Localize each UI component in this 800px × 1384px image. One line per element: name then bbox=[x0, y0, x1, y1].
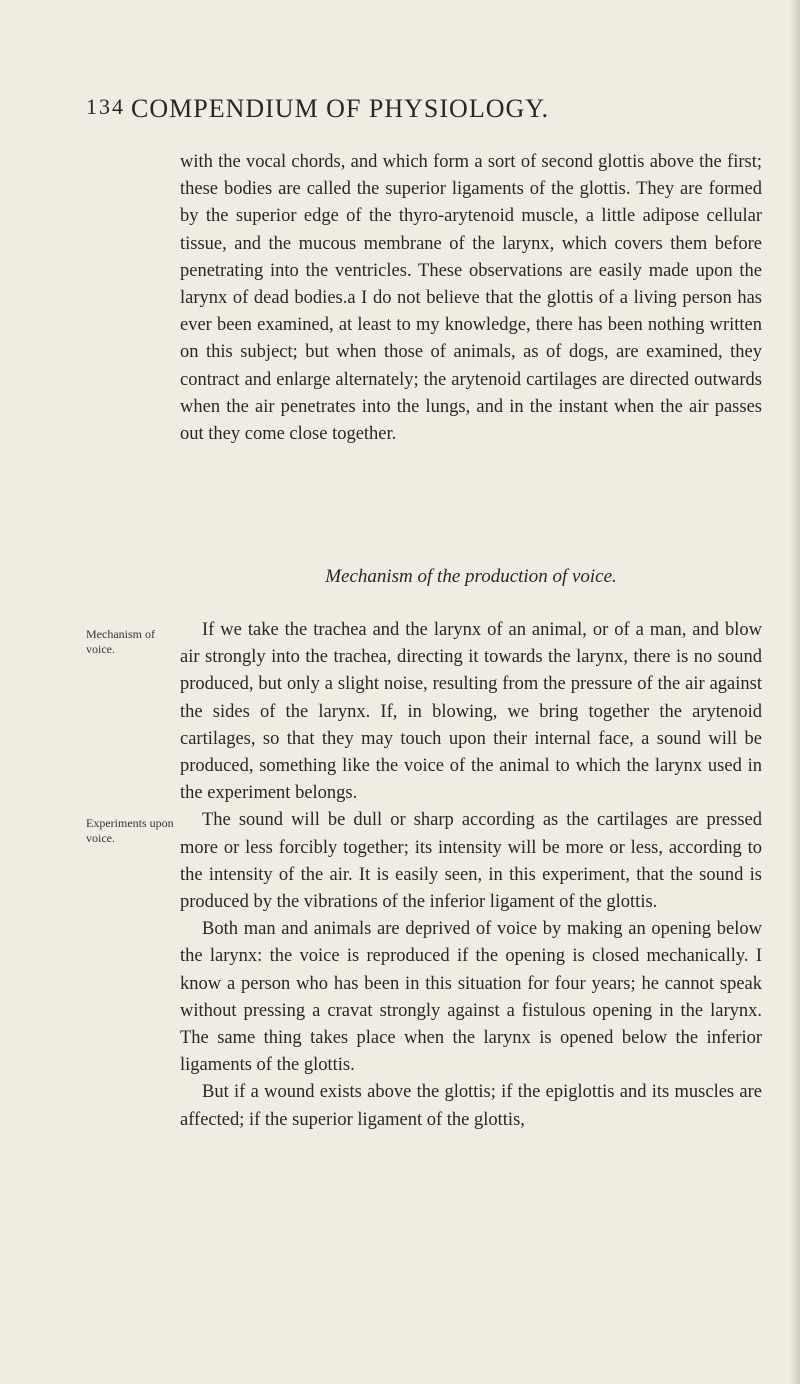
section-heading: Mechanism of the production of voice. bbox=[325, 566, 617, 587]
section-body bbox=[180, 617, 762, 1134]
page-edge-shadow bbox=[790, 0, 800, 1384]
opening-paragraph-block bbox=[180, 149, 762, 448]
paragraph: Both man and animals are deprived of voice by making an opening below the larynx: the voice is reproduced if the opening is closed mechanically. I know a person who has been in this situation for four years; he cannot speak without pressing a cravat strongly against a fistulous opening in the larynx. The same thing takes place when the larynx is opened below the inferior ligaments of the glottis. bbox=[180, 919, 762, 1076]
paragraph: But if a wound exists above the glottis; if the epiglottis and its muscles are affected; if the superior ligament of the glottis, bbox=[180, 1082, 762, 1130]
paragraph: If we take the trachea and the larynx of an animal, or of a man, and blow air strongly into the trachea, directing it towards the larynx, there is no sound produced, but only a slight noise, resulting from the pressure of the air against the sides of the larynx. If, in blowing, we bring together the arytenoid cartilages, so that they may touch upon their internal face, a sound will be produced, something like the voice of the animal to which the larynx used in the experiment belongs. bbox=[180, 620, 762, 804]
paragraph: The sound will be dull or sharp according as the cartilages are pressed more or less forcibly together; its intensity will be more or less, according to the intensity of the air. It is easily seen, in this experiment, that the sound is produced by the vibrations of the inferior ligament of the glottis. bbox=[180, 810, 762, 913]
page-header bbox=[86, 94, 726, 130]
paragraph: with the vocal chords, and which form a sort of second glottis above the first; these bodies are called the superior ligaments of the glottis. They are formed by the superior edge of the thyro-arytenoid muscle, a little adipose cellular tissue, and the mucous membrane of the larynx, which covers them before penetrating into the ventricles. These observations are easily made upon the larynx of dead bodies.a I do not believe that the glottis of a living person has ever been examined, at least to my knowledge, there has been nothing written on this subject; but when those of animals, as of dogs, are examined, they contract and enlarge alternately; the arytenoid cartilages are directed outwards when the air penetrates into the lungs, and in the instant when the air passes out they come close together. bbox=[180, 152, 762, 445]
page-number: 134 bbox=[86, 94, 125, 119]
margin-note-mechanism: Mechanism of voice. bbox=[86, 627, 155, 656]
running-title: COMPENDIUM OF PHYSIOLOGY. bbox=[131, 94, 550, 123]
margin-note-experiments: Experiments upon voice. bbox=[86, 816, 174, 845]
